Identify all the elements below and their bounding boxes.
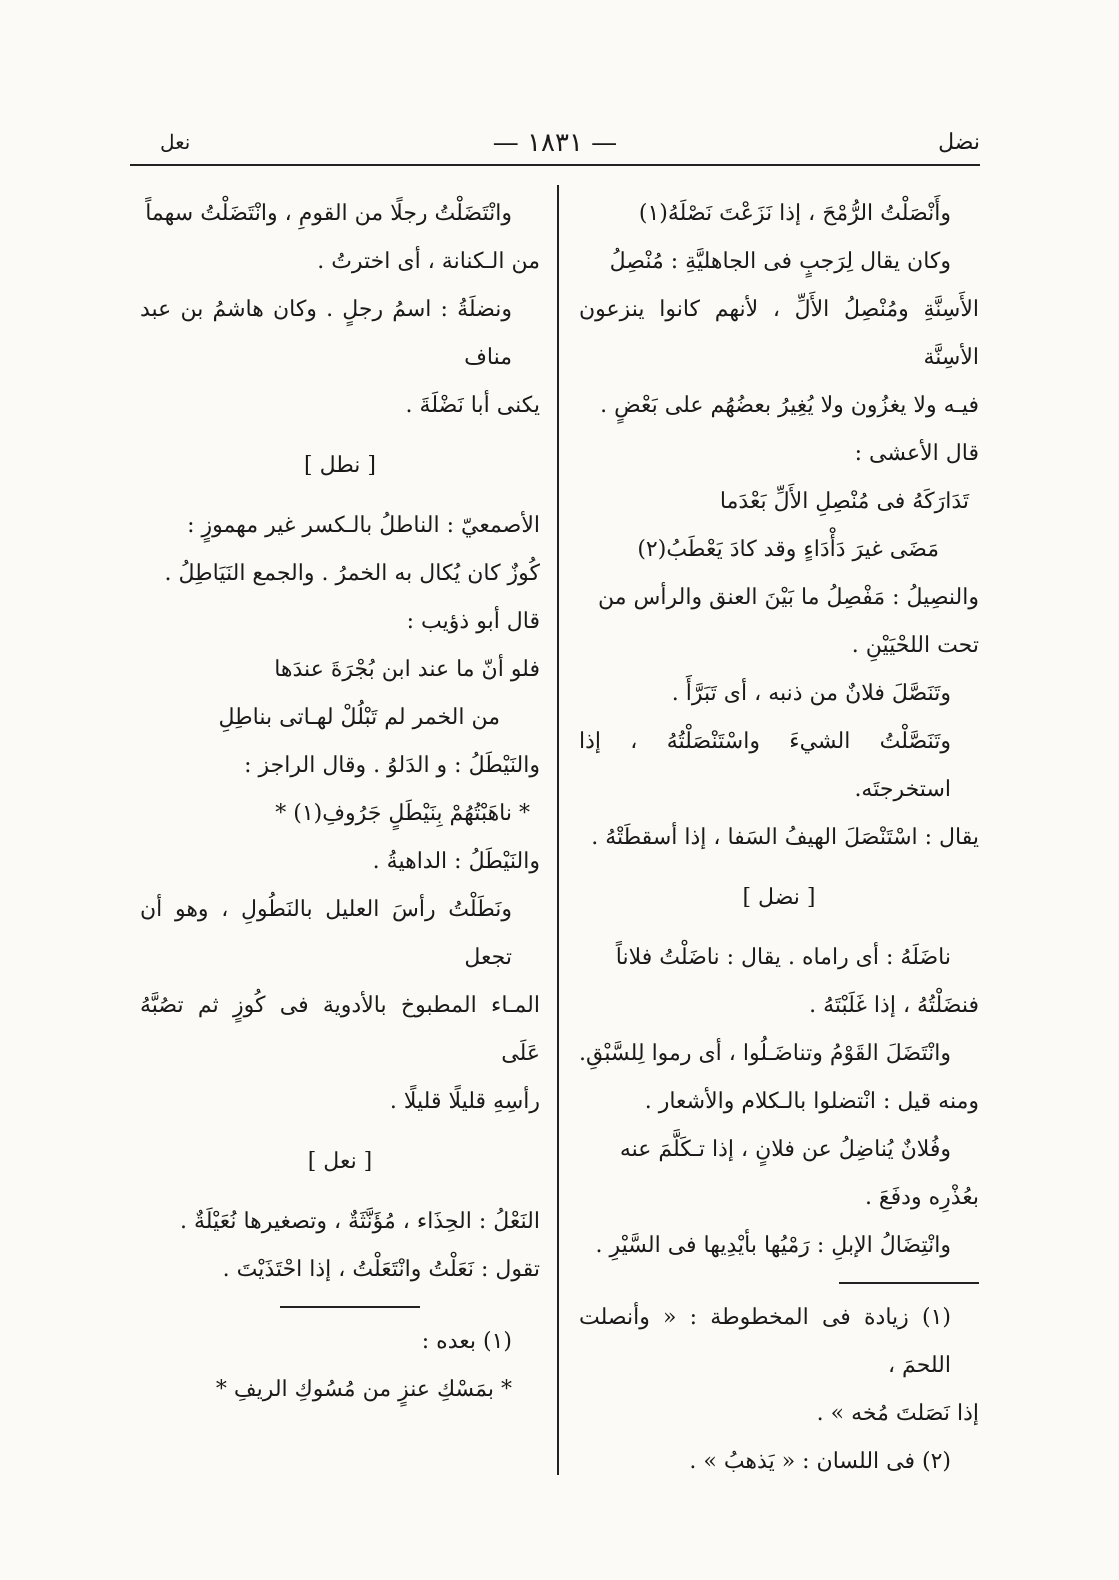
text-line: وتَنَصَّلَ فلانٌ من ذنبه ، أى تَبَرَّأَ . bbox=[671, 681, 951, 706]
text-line: وانْتَضَلْتُ رجلًا من القومِ ، وانْتَضَلْتُ سهماً bbox=[145, 201, 512, 226]
text-line: المـاء المطبوخ بالأدوية فى كُوزٍ ثم تصُبَّهُ عَلَى bbox=[140, 993, 540, 1066]
text-line: ناضَلَهُ : أى راماه . يقال : ناضَلْتُ فلاناً bbox=[615, 945, 951, 970]
text-line: وكان يقال لِرَجبٍ فى الجاهليَّةِ : مُنْصِلُ bbox=[609, 249, 951, 274]
entry-heading: [ نعل ] bbox=[307, 1149, 373, 1174]
text-line: من الـكنانة ، أى اخترتُ . bbox=[317, 249, 540, 274]
text-line: تحت اللحْيَيْنِ . bbox=[851, 633, 979, 658]
text-line: ونَطَلْتُ رأسَ العليل بالنَطُولِ ، وهو أن تجعل bbox=[140, 897, 512, 970]
footnote-line: (٢) فى اللسان : « يَذهبُ » . bbox=[689, 1449, 951, 1474]
text-line: فيـه ولا يغزُون ولا يُغِيرُ بعضُهُم على بَعْضٍ . bbox=[600, 393, 979, 418]
text-line: وانْتَضَلَ القَوْمُ وتناضَـلُوا ، أى رموا لِلسَّبْقِ. bbox=[578, 1041, 951, 1066]
text-line: تقول : نَعَلْتُ وانْتَعَلْتُ ، إذا احْتَذَيْتَ . bbox=[222, 1257, 540, 1282]
footnote-line: (١) بعده : bbox=[421, 1329, 512, 1354]
text-line: وأَنْصَلْتُ الرُّمْحَ ، إذا نَزَعْتَ نَصْلَهُ(١) bbox=[638, 201, 951, 226]
page-header bbox=[130, 130, 980, 166]
footnote-line: (١) زيادة فى المخطوطة : « وأنصلت اللحمَ ، bbox=[579, 1305, 951, 1378]
verse-line: * ناهَبْتُهُمْ بِنَيْطَلٍ جَرُوفِ(١) * bbox=[275, 801, 530, 826]
text-line: النَعْلُ : الحِذَاء ، مُؤَنَّثَةٌ ، وتصغيرها نُعَيْلَةٌ . bbox=[180, 1209, 540, 1234]
verse-line: فلو أنّ ما عند ابن بُجْرَةَ عندَها bbox=[274, 657, 540, 682]
text-line: يقال : اسْتَنْصَلَ الهيفُ السَفا ، إذا أسقطَتْهُ . bbox=[591, 825, 979, 850]
text-line: والنَيْطَلُ : و الدَلوُ . وقال الراجز : bbox=[244, 753, 540, 778]
text-line: والنَيْطَلُ : الداهيةُ . bbox=[372, 849, 540, 874]
footnote-rule bbox=[839, 1282, 979, 1284]
text-line: ونضلَةُ : اسمُ رجلٍ . وكان هاشمُ بن عبد مناف bbox=[140, 297, 512, 370]
text-line: فنضَلْتُهُ ، إذا غَلَبْتَهُ . bbox=[809, 993, 979, 1018]
text-line: قال أبو ذؤيب : bbox=[406, 609, 540, 634]
entry-heading: [ نطل ] bbox=[304, 453, 376, 478]
text-line: وانْتِضَالُ الإبلِ : رَمْيُها بأيْدِيها فى السَّيْرِ . bbox=[595, 1233, 951, 1258]
entry-heading: [ نضل ] bbox=[742, 885, 816, 910]
text-line: الأَسِنَّةِ ومُنْصِلُ الأَلِّ ، لأنهم كانوا ينزعون الأسِنَّة bbox=[579, 297, 979, 370]
verse-line: من الخمر لم تَبْلُلْ لهـاتى بناطِلِ bbox=[218, 705, 500, 730]
text-line: يكنى أبا نَضْلَةَ . bbox=[405, 393, 540, 418]
footnote-rule bbox=[280, 1306, 420, 1308]
page-number: — ١٨٣١ — bbox=[492, 128, 618, 158]
footnote-line: إذا نَصَلتَ مُخه » . bbox=[816, 1401, 979, 1426]
text-line: قال الأعشى : bbox=[854, 441, 979, 466]
right-column bbox=[579, 190, 979, 1486]
footnotes bbox=[579, 1294, 979, 1486]
verse-line: مَضَى غيرَ دَأْدَاءٍ وقد كادَ يَعْطَبُ(٢) bbox=[637, 537, 939, 562]
text-line: الأصمعيّ : الناطلُ بالـكسر غير مهموزٍ : bbox=[187, 513, 540, 538]
text-line: وفُلانٌ يُناضِلُ عن فلانٍ ، إذا تـكَلَّمَ عنه bbox=[619, 1137, 951, 1162]
footnotes bbox=[140, 1318, 540, 1414]
text-line: ومنه قيل : انْتضلوا بالـكلام والأشعار . bbox=[644, 1089, 979, 1114]
text-line: رأسِهِ قليلًا قليلًا . bbox=[389, 1089, 540, 1114]
footnote-line: * بمَسْكِ عنزٍ من مُسُوكِ الريفِ * bbox=[215, 1377, 512, 1402]
left-column bbox=[140, 190, 540, 1414]
header-left-word: نعل bbox=[160, 130, 191, 154]
verse-line: تَدَارَكَهُ فى مُنْصِلِ الأَلِّ بَعْدَما bbox=[719, 489, 969, 514]
text-line: وتَنَصَّلْتُ الشيءَ واسْتَنْصَلْتُهُ ، إذا استخرجتَه. bbox=[579, 729, 951, 802]
text-line: والنصِيلُ : مَفْصِلُ ما بَيْنَ العنق والرأس من bbox=[598, 585, 979, 610]
column-divider bbox=[557, 185, 559, 1475]
text-line: كُوزٌ كان يُكال به الخمرُ . والجمع النَيَاطِلُ . bbox=[164, 561, 540, 586]
text-line: بعُذْرِه ودفَعَ . bbox=[864, 1185, 979, 1210]
header-rule bbox=[130, 164, 980, 166]
header-right-word: نضل bbox=[938, 130, 980, 155]
